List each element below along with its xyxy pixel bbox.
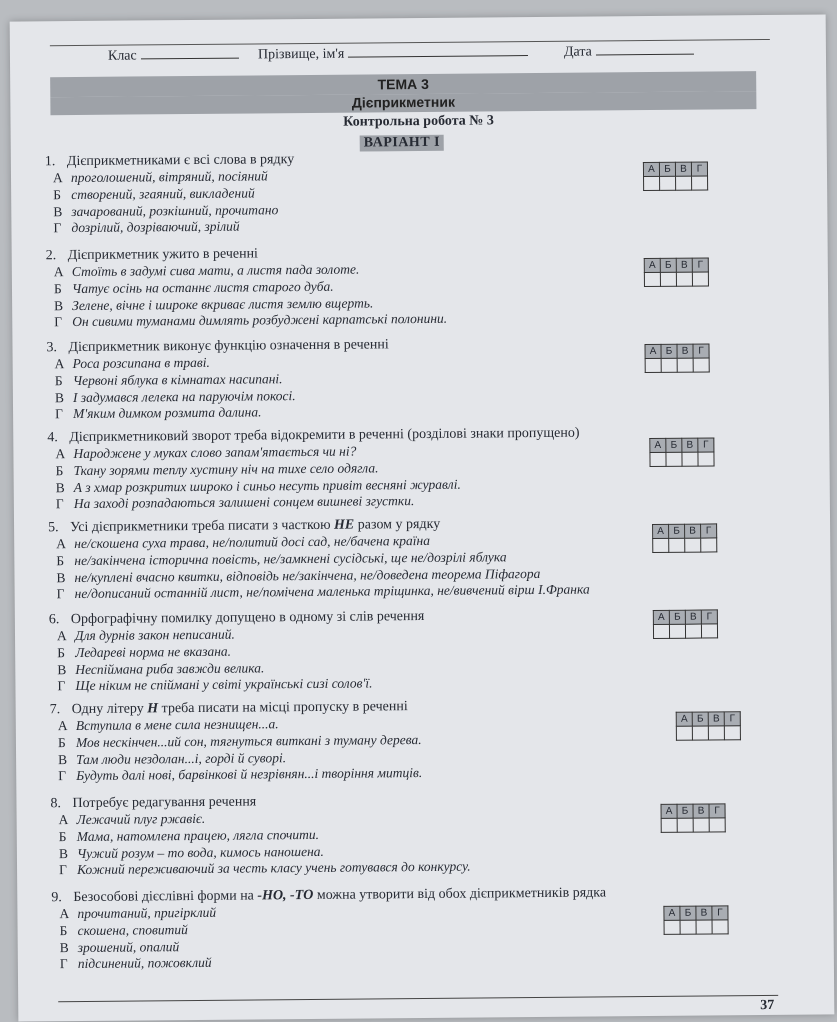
student-info-row [98, 41, 738, 71]
answer-grid-header: В [685, 610, 701, 624]
question-prompt: Одну літеру [71, 701, 148, 718]
option-text: Вступила в мене сила незнищен...а. [75, 716, 279, 734]
answer-grid-header: А [643, 162, 659, 176]
answer-cell[interactable] [664, 920, 680, 934]
option-text: Чужий розум – то вода, кимось наношена. [76, 843, 324, 861]
question-prompt: Дієприкметниками є всі слова в рядку [66, 152, 295, 170]
answer-cell[interactable] [676, 176, 692, 190]
option-text: Ледареві норма не вказана. [75, 643, 232, 660]
option-letter: Б [57, 644, 65, 660]
answer-cell[interactable] [677, 358, 693, 372]
answer-grid-header: Г [701, 610, 717, 624]
answer-grid [653, 609, 718, 639]
answer-grid-header: В [685, 524, 701, 538]
question-prompt: Дієприкметниковий зворот треба відокремити в реченні (розділові знаки пропущено) [69, 425, 580, 446]
option-letter: А [56, 536, 67, 552]
option-letter: А [55, 446, 66, 462]
answer-grid-header: Б [669, 524, 685, 538]
question-emphasis: -НО, -ТО [257, 887, 314, 904]
option-text: Мов нескінчен...ий сон, тягнуться виткані з туману дерева. [75, 731, 422, 750]
option-letter: Б [59, 922, 68, 938]
question-1 [45, 147, 786, 238]
option-letter: Г [59, 956, 68, 972]
question-emphasis: Н [147, 701, 159, 717]
option-text: створений, згаяний, викладений [71, 185, 255, 202]
option-text: І задумався лелека на паруючім покосі. [72, 387, 296, 405]
answer-grid-header: Б [666, 438, 682, 452]
answer-cell[interactable] [644, 176, 660, 190]
option-text: Лежачий плуг ржавіє. [76, 810, 206, 828]
name-blank[interactable] [348, 43, 528, 58]
question-number: 2. [45, 248, 57, 264]
bottom-rule [58, 995, 778, 1002]
answer-cell[interactable] [644, 272, 660, 286]
option-text: не/куплені вчасно квитки, відповідь не/закінчена, не/доведена теорема Піфагора [74, 565, 541, 585]
answer-cell[interactable] [660, 272, 676, 286]
option-text: проголошений, вітряний, посіяний [70, 168, 268, 186]
answer-cell[interactable] [666, 452, 682, 466]
answer-grid [676, 711, 741, 741]
question-number: 8. [50, 796, 62, 812]
date-field [564, 42, 694, 61]
question-number: 6. [48, 612, 60, 628]
answer-grid-header: В [677, 344, 693, 358]
option-text: Для дурнів закон неписаний. [74, 626, 235, 644]
answer-grid [643, 161, 708, 191]
option-text: Ткану зорями теплу хустину ніч на тихе село одягла. [73, 460, 379, 478]
answer-grid-header: Г [709, 804, 725, 818]
option-text: Народжене у муках слово запам'ятається чи ні? [73, 443, 357, 462]
question-number: 1. [44, 154, 56, 170]
question-prompt: Потребує редагування речення [72, 794, 257, 812]
option-text: Зелене, вічне і широке вкриває листя землю вщерть. [72, 295, 374, 313]
question-prompt: Дієприкметник ужито в реченні [67, 246, 258, 264]
option-text: М'яким димком розмита далина. [73, 404, 262, 422]
answer-cell[interactable] [650, 452, 666, 466]
option-letter: А [58, 812, 69, 828]
answer-cell[interactable] [661, 818, 677, 832]
answer-cell[interactable] [701, 538, 717, 552]
answer-grid [644, 257, 709, 287]
option-letter: Г [58, 768, 67, 784]
variant-label: ВАРІАНТ І [360, 135, 444, 152]
name-label: Прізвище, ім'я [257, 46, 345, 63]
answer-grid-header: А [644, 258, 660, 272]
answer-cell[interactable] [677, 818, 693, 832]
answer-grid-header: Б [692, 712, 708, 726]
option-text: Будуть далі нові, барвінкові й незрівнян...і творіння митців. [76, 765, 423, 784]
answer-grid-header: Б [661, 344, 677, 358]
answer-grid-header: Б [659, 162, 675, 176]
option-letter: Г [55, 496, 64, 512]
answer-cell[interactable] [685, 538, 701, 552]
option-text: Мама, натомлена працею, лягла спочити. [76, 826, 320, 844]
answer-grid-header: Б [669, 610, 685, 624]
option-text: А з хмар розкритих широко і синьо несуть привіт весняні журавлі. [73, 476, 461, 495]
answer-cell[interactable] [685, 624, 701, 638]
answer-grid-header: В [693, 804, 709, 818]
answer-grid-header: Г [691, 162, 707, 176]
answer-cell[interactable] [680, 920, 696, 934]
topic-title: Дієприкметник [50, 91, 756, 115]
option-text: не/дописаний останній лист, не/помічена маленька тріщинка, не/вивчений вірш І.Франка [74, 581, 590, 602]
answer-grid-header: А [650, 438, 666, 452]
page-number: 37 [760, 997, 775, 1014]
question-prompt: Безособові дієслівні форми на [73, 888, 258, 906]
answer-grid-header: Г [698, 438, 714, 452]
answer-cell[interactable] [669, 624, 685, 638]
option-letter: В [56, 569, 66, 585]
question-4 [47, 423, 788, 514]
option-letter: В [59, 939, 69, 955]
answer-grid-header: Г [692, 258, 708, 272]
option-letter: Г [57, 678, 66, 694]
option-letter: В [57, 661, 67, 677]
answer-grid-header: А [653, 610, 669, 624]
answer-cell[interactable] [709, 818, 725, 832]
question-8 [50, 789, 791, 880]
date-label: Дата [563, 44, 592, 60]
option-text: Червоні яблука в кімнатах насипані. [72, 371, 283, 388]
option-text: Роса розсипана в траві. [72, 354, 210, 372]
answer-grid [644, 343, 709, 373]
answer-grid-header: Б [660, 258, 676, 272]
question-number: 3. [46, 340, 58, 356]
answer-cell[interactable] [693, 818, 709, 832]
answer-grid-header: Г [724, 712, 740, 726]
class-label: Клас [107, 48, 137, 64]
option-letter: А [54, 356, 65, 372]
answer-grid-header: Г [701, 524, 717, 538]
option-text: Там люди нездолан...і, горді й суворі. [76, 749, 287, 767]
option-text: підсинений, пожовклий [77, 955, 212, 972]
option-text: не/скошена суха трава, не/политий досі сад, не/бачена країна [74, 532, 431, 552]
answer-grid-header: А [653, 524, 669, 538]
question-prompt: Усі дієприкметники треба писати з часткою [70, 517, 335, 536]
question-number: 4. [47, 430, 58, 446]
question-prompt: разом у рядку [354, 516, 441, 533]
answer-grid [663, 905, 728, 935]
question-number: 7. [49, 702, 61, 718]
answer-cell[interactable] [653, 538, 669, 552]
option-letter: В [58, 845, 68, 861]
answer-cell[interactable] [682, 452, 698, 466]
option-text: Ще ніким не спіймані у світі українські сизі солов'ї. [75, 675, 373, 694]
question-prompt: треба писати на місці пропуску в реченні [158, 699, 408, 717]
option-letter: Б [56, 552, 65, 568]
answer-grid-header: Г [693, 344, 709, 358]
option-letter: А [59, 906, 70, 922]
topic-number: ТЕМА 3 [50, 71, 756, 97]
date-blank[interactable] [596, 42, 694, 56]
answer-grid [652, 523, 717, 553]
answer-cell[interactable] [669, 538, 685, 552]
option-text: На заході розпадаються залишені сонцем вишневі згустки. [73, 493, 415, 512]
answer-grid-header: Б [677, 804, 693, 818]
option-letter: Б [58, 828, 67, 844]
option-text: Кожний переживаючий за честь класу учень готувався до конкурсу. [76, 858, 471, 878]
option-letter: В [54, 297, 64, 313]
answer-grid [649, 437, 714, 467]
option-letter: Б [53, 280, 62, 296]
answer-grid-header: В [696, 906, 712, 920]
option-letter: Б [54, 372, 63, 388]
answer-grid [661, 803, 726, 833]
worksheet-page [10, 14, 835, 1021]
answer-cell[interactable] [712, 920, 728, 934]
answer-cell[interactable] [698, 452, 714, 466]
question-number: 5. [48, 520, 59, 536]
class-blank[interactable] [141, 46, 239, 60]
answer-cell[interactable] [692, 176, 708, 190]
answer-cell[interactable] [708, 726, 724, 740]
question-prompt: Дієприкметник виконує функцію означення в реченні [68, 337, 389, 356]
answer-grid-header: В [675, 162, 691, 176]
option-letter: Б [57, 734, 66, 750]
answer-grid-header: А [664, 906, 680, 920]
option-text: дозрілий, дозріваючий, зрілий [71, 218, 240, 236]
option-text: скошена, сповитий [77, 921, 188, 938]
question-prompt: можна утворити від обох дієприкметників рядка [313, 885, 607, 903]
option-text: зрошений, опалий [77, 938, 180, 955]
answer-cell[interactable] [692, 726, 708, 740]
option-text: Чатує осінь на останнє листя старого дуба. [71, 278, 334, 296]
option-letter: Б [55, 462, 64, 478]
question-number: 9. [51, 890, 62, 906]
option-letter: Г [54, 314, 63, 330]
name-field [258, 43, 528, 63]
answer-cell[interactable] [676, 726, 692, 740]
option-letter: А [56, 628, 67, 644]
option-text: не/закінчена історична повість, не/замкнені сусідські, ще не/дозрілі яблука [74, 549, 507, 568]
answer-cell[interactable] [645, 358, 661, 372]
answer-grid-header: А [676, 712, 692, 726]
answer-grid-header: Б [680, 906, 696, 920]
option-letter: Г [53, 220, 62, 236]
answer-cell[interactable] [692, 272, 708, 286]
option-letter: А [53, 264, 64, 280]
answer-cell[interactable] [653, 624, 669, 638]
option-letter: Г [56, 586, 65, 602]
class-field [108, 46, 239, 65]
answer-cell[interactable] [724, 726, 740, 740]
option-letter: Г [58, 862, 67, 878]
option-text: Он сивими туманами димлять розбуджені карпатські полонини. [72, 311, 448, 330]
answer-cell[interactable] [661, 358, 677, 372]
option-letter: А [57, 718, 68, 734]
question-prompt: Орфографічну помилку допущено в одному зі слів речення [70, 608, 425, 628]
option-letter: В [54, 389, 65, 405]
option-text: Неспіймана риба завжди велика. [75, 659, 265, 677]
answer-cell[interactable] [660, 176, 676, 190]
option-letter: Г [55, 406, 63, 422]
answer-grid-header: Г [712, 906, 728, 920]
option-letter: В [55, 479, 65, 495]
answer-cell[interactable] [693, 358, 709, 372]
option-letter: В [53, 203, 63, 219]
option-letter: А [52, 170, 63, 186]
answer-cell[interactable] [696, 920, 712, 934]
answer-grid-header: А [645, 344, 661, 358]
option-letter: В [58, 751, 68, 767]
answer-grid-header: А [661, 804, 677, 818]
option-letter: Б [53, 186, 61, 203]
question-emphasis: НЕ [333, 517, 355, 533]
answer-grid-header: В [682, 438, 698, 452]
option-text: зачарований, розкішний, прочитано [71, 201, 279, 219]
answer-cell[interactable] [676, 272, 692, 286]
test-title: Контрольна робота № 3 [343, 113, 494, 130]
answer-grid-header: В [708, 712, 724, 726]
option-text: прочитаний, пригірклий [77, 904, 217, 922]
answer-cell[interactable] [701, 624, 717, 638]
option-text: Стоїть в задумі сива мати, а листя пада золоте. [71, 261, 360, 280]
answer-grid-header: В [676, 258, 692, 272]
